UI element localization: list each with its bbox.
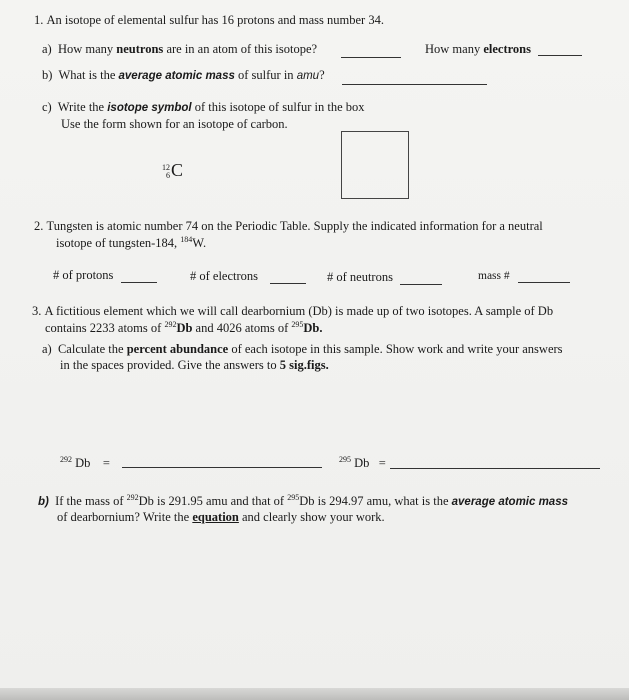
q1c-instruction: Use the form shown for an isotope of carbon. (61, 117, 288, 131)
q1-stem: 1. An isotope of elemental sulfur has 16 protons and mass number 34. (34, 13, 384, 27)
q1b-answer-blank[interactable] (342, 84, 487, 85)
q1a-electrons-blank[interactable] (538, 55, 582, 56)
q3b-line2: of dearbornium? Write the equation and clearly show your work. (57, 510, 385, 524)
neutrons-label: # of neutrons (327, 270, 393, 284)
page-bottom-shadow (0, 688, 629, 700)
neutrons-blank[interactable] (400, 284, 442, 285)
protons-blank[interactable] (121, 282, 157, 283)
q3a-line1: a) Calculate the percent abundance of each isotope in this sample. Show work and write your answers (42, 342, 563, 356)
isotope-symbol-answer-box[interactable] (341, 131, 409, 199)
q1b-question: b) What is the average atomic mass of sulfur in amu? (42, 68, 325, 82)
q1a-neutrons-blank[interactable] (341, 57, 401, 58)
electrons-label: # of electrons (190, 269, 259, 283)
carbon-isotope-symbol: 12 6C (162, 160, 184, 180)
db295-answer-blank[interactable] (390, 468, 600, 469)
db292-answer-label: $^{292}$ Db = (60, 454, 110, 470)
q1a-electrons-question: How many electrons (425, 42, 531, 56)
mass-number-blank[interactable] (518, 282, 570, 283)
q3-stem-line2: contains 2233 atoms of $^{292}$Db and 4026 atoms of $^{295}$Db. (45, 319, 323, 335)
q1c-question: c) Write the isotope symbol of this isotope of sulfur in the box (42, 100, 365, 114)
protons-label: # of protons (53, 268, 114, 282)
electrons-blank[interactable] (270, 283, 306, 284)
q1a-question: a) How many neutrons are in an atom of this isotope? (42, 42, 318, 56)
q3b-line1: b) If the mass of $^{292}$Db is 291.95 amu and that of $^{295}$Db is 294.97 amu, what is the average atomic mass (38, 492, 568, 508)
db292-answer-blank[interactable] (122, 467, 322, 468)
q2-stem-line2: isotope of tungsten-184, $^{184}$W. (56, 234, 207, 250)
q3a-line2: in the spaces provided. Give the answers to 5 sig.figs. (60, 358, 329, 372)
q3-stem-line1: 3. A fictitious element which we will call dearbornium (Db) is made up of two isotopes. A sample of Db (32, 304, 554, 318)
db295-answer-label: $^{295}$ Db = (339, 454, 386, 470)
mass-number-label: mass # (478, 270, 510, 282)
q2-stem-line1: 2. Tungsten is atomic number 74 on the Periodic Table. Supply the indicated information for a neutral (34, 219, 543, 233)
